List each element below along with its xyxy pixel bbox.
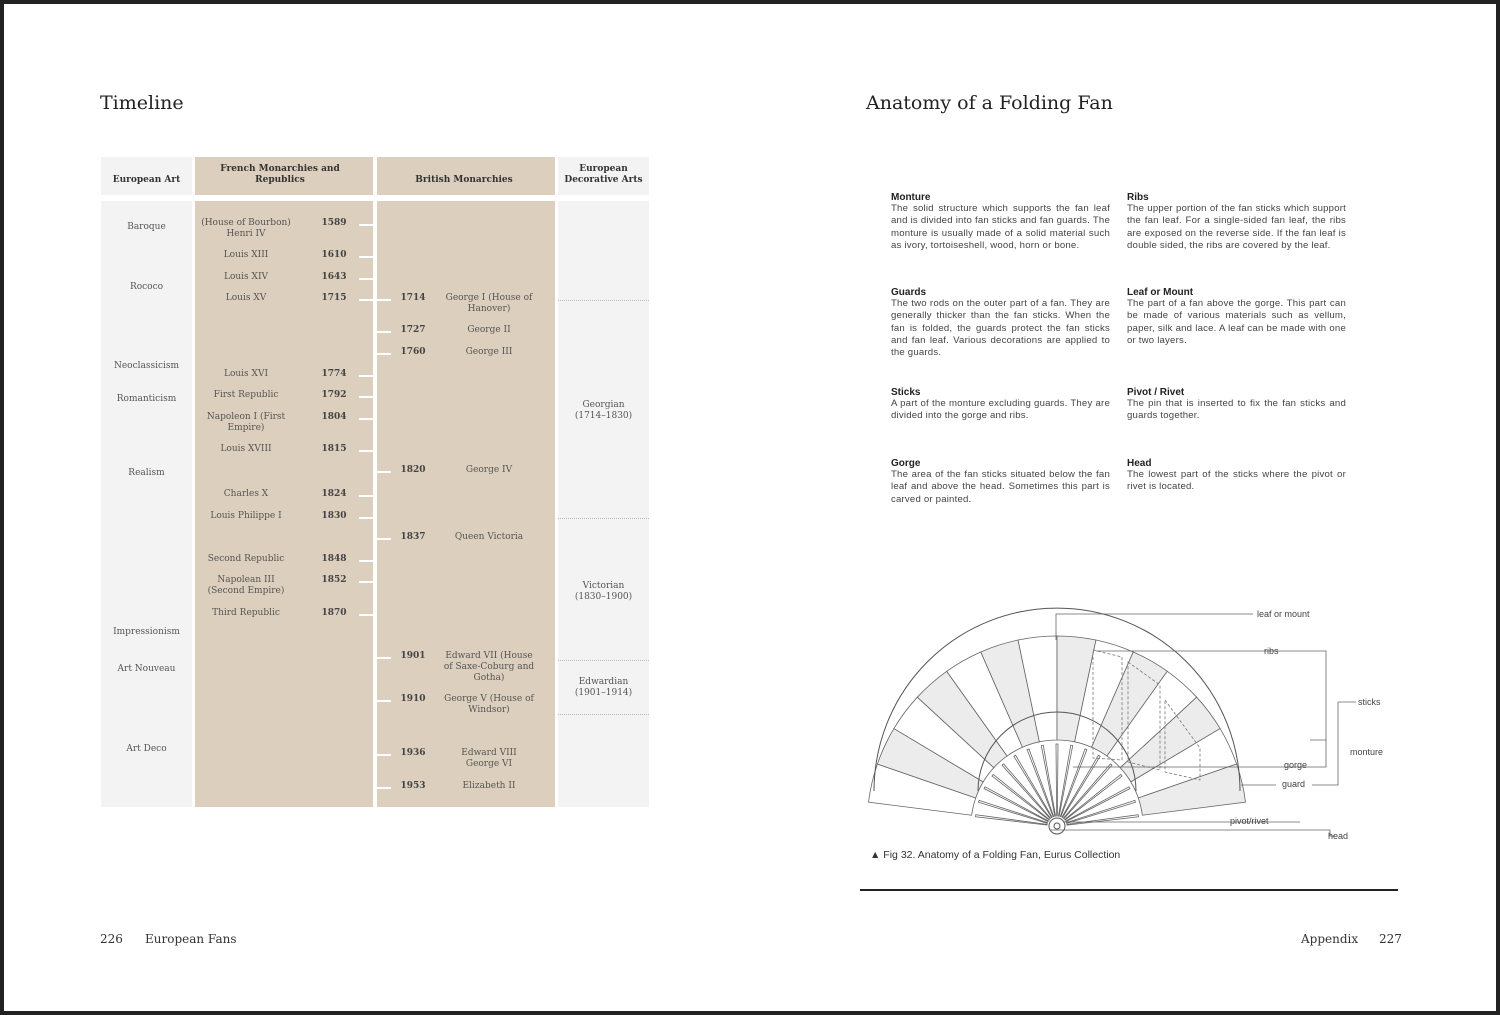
tick — [359, 375, 373, 377]
tick — [377, 700, 391, 702]
era-edwardian — [558, 677, 649, 699]
era-range: (1714–1830) — [574, 411, 633, 421]
fr-name: Third Republic — [212, 608, 280, 618]
term-heading: Head — [1127, 458, 1152, 469]
br-year: 1820 — [400, 465, 426, 475]
term-sticks — [891, 387, 1110, 423]
term-guards — [891, 287, 1110, 359]
tick — [359, 396, 373, 398]
fr-year: 1852 — [321, 575, 347, 585]
tick — [377, 299, 391, 301]
era-name: Edwardian — [578, 677, 629, 687]
ea-item: Realism — [128, 468, 165, 478]
era-divider — [558, 714, 649, 715]
fr-year: 1830 — [321, 511, 347, 521]
fr-year: 1848 — [321, 554, 347, 564]
br-year: 1910 — [400, 694, 426, 704]
footer-page-number-left: 226 — [100, 932, 123, 946]
col-european-art — [101, 157, 192, 807]
figure-caption: ▲ Fig 32. Anatomy of a Folding Fan, Eurus Collection — [870, 849, 1121, 861]
fr-year: 1824 — [321, 489, 347, 499]
br-name: George II — [467, 325, 511, 335]
fr-name: Louis XIII — [223, 250, 269, 260]
era-range: (1830–1900) — [574, 592, 633, 602]
tick — [359, 224, 373, 226]
br-name: Queen Victoria — [454, 532, 524, 542]
fr-year: 1715 — [321, 293, 347, 303]
tick — [377, 787, 391, 789]
fr-name: Second Republic — [207, 554, 285, 564]
fr-year: 1870 — [321, 608, 347, 618]
fr-name: (House of Bourbon) Henri IV — [201, 218, 291, 239]
term-heading: Guards — [891, 287, 927, 298]
header-french: French Monarchies and Republics — [220, 164, 340, 185]
term-description: The part of a fan above the gorge. This part can be made of various materials such as vellum, paper, silk and lace. A leaf can be made with one or two layers. — [1127, 298, 1346, 346]
label-pivot: pivot/rivet — [1230, 816, 1269, 826]
header-european-art: European Art — [112, 175, 181, 185]
era-divider — [558, 518, 649, 519]
tick — [359, 517, 373, 519]
fan-gorge-stick — [1056, 744, 1058, 816]
br-year: 1837 — [400, 532, 426, 542]
tick — [359, 614, 373, 616]
fr-year: 1774 — [321, 369, 347, 379]
term-heading: Monture — [891, 192, 931, 203]
br-year: 1727 — [400, 325, 426, 335]
ea-item: Impressionism — [113, 627, 180, 637]
br-name: George III — [465, 347, 513, 357]
br-year: 1714 — [400, 293, 426, 303]
footer-page-number-right: 227 — [1379, 932, 1402, 946]
term-pivot — [1127, 387, 1346, 423]
bracket-monture — [1312, 702, 1338, 785]
tick — [377, 331, 391, 333]
timeline-axis — [373, 201, 377, 807]
fr-name: Charles X — [223, 489, 269, 499]
tick — [359, 299, 373, 301]
fr-year: 1804 — [321, 412, 347, 422]
tick — [377, 754, 391, 756]
fr-name: Louis XVIII — [220, 444, 272, 454]
fr-year: 1792 — [321, 390, 347, 400]
fr-name: Napolean III (Second Empire) — [207, 575, 285, 596]
label-gorge: gorge — [1284, 760, 1308, 770]
bottom-rule — [860, 889, 1398, 891]
br-year: 1936 — [400, 748, 426, 758]
br-name: Edward VII (House of Saxe-Coburg and Gotha) — [443, 651, 535, 683]
label-monture: monture — [1350, 747, 1384, 757]
term-description: The two rods on the outer part of a fan. They are generally thicker than the fan sticks. When the fan is folded, the guards protect the fan sticks and fan leaf. Various decorations are applied to the guards. — [891, 298, 1110, 359]
anatomy-title: Anatomy of a Folding Fan — [866, 92, 1113, 114]
term-description: The area of the fan sticks situated below the fan leaf and above the head. Sometimes this part is carved or painted. — [891, 469, 1110, 505]
ea-item: Rococo — [129, 282, 164, 292]
br-year: 1901 — [400, 651, 426, 661]
pivot-rivet — [1054, 823, 1060, 829]
tick — [359, 256, 373, 258]
era-georgian — [558, 400, 649, 422]
term-monture — [891, 192, 1110, 252]
tick — [377, 353, 391, 355]
br-name: George IV — [465, 465, 513, 475]
term-heading: Pivot / Rivet — [1127, 387, 1185, 398]
fr-name: Napoleon I (First Empire) — [206, 412, 286, 433]
leader-head — [1050, 830, 1335, 836]
br-name: George V (House of Windsor) — [444, 694, 534, 715]
tick — [359, 581, 373, 583]
era-range: (1901–1914) — [574, 688, 633, 698]
tick — [377, 657, 391, 659]
ea-item: Romanticism — [116, 394, 177, 404]
era-divider — [558, 660, 649, 661]
term-heading: Gorge — [891, 458, 921, 469]
tick — [359, 418, 373, 420]
fr-name: Louis XV — [225, 293, 267, 303]
br-name: George I (House of Hanover) — [445, 293, 533, 314]
era-name: Georgian — [582, 400, 625, 410]
term-description: The lowest part of the sticks where the pivot or rivet is located. — [1127, 469, 1346, 493]
term-ribs — [1127, 192, 1346, 252]
br-year: 1953 — [400, 781, 426, 791]
term-heading: Leaf or Mount — [1127, 287, 1194, 298]
term-description: The upper portion of the fan sticks which support the fan leaf. For a single-sided fan leaf, the ribs are exposed on the reverse side. If the fan leaf is double sided, the ribs are covered by the leaf. — [1127, 203, 1346, 251]
era-name: Victorian — [582, 581, 625, 591]
term-heading: Ribs — [1127, 192, 1149, 203]
ea-item: Neoclassicism — [113, 361, 180, 371]
term-heading: Sticks — [891, 387, 921, 398]
fan-diagram — [860, 600, 1400, 845]
fr-year: 1815 — [321, 444, 347, 454]
header-decorative: European Decorative Arts — [564, 164, 643, 185]
term-description: The solid structure which supports the fan leaf and is divided into fan sticks and fan guards. The monture is usually made of a solid material such as ivory, tortoiseshell, wood, horn or bone. — [891, 203, 1110, 251]
tick — [359, 495, 373, 497]
label-sticks: sticks — [1358, 697, 1381, 707]
fr-name: Louis Philippe I — [210, 511, 282, 521]
era-victorian — [558, 581, 649, 603]
tick — [359, 450, 373, 452]
ea-item: Art Deco — [126, 744, 167, 754]
fr-name: Louis XVI — [223, 369, 268, 379]
br-year: 1760 — [400, 347, 426, 357]
timeline-title: Timeline — [100, 92, 184, 114]
fr-year: 1643 — [321, 272, 347, 282]
tick — [377, 471, 391, 473]
br-name: Elizabeth II — [462, 781, 516, 791]
term-leaf — [1127, 287, 1346, 347]
label-guard: guard — [1282, 779, 1306, 789]
label-leaf: leaf or mount — [1257, 609, 1310, 619]
tick — [359, 278, 373, 280]
label-head: head — [1328, 831, 1349, 841]
fr-name: Louis XIV — [223, 272, 268, 282]
era-divider — [558, 300, 649, 301]
label-ribs: ribs — [1264, 646, 1279, 656]
footer-title-left: European Fans — [145, 932, 237, 946]
fr-name: First Republic — [213, 390, 279, 400]
tick — [359, 560, 373, 562]
term-description: The pin that is inserted to fix the fan sticks and guards together. — [1127, 398, 1346, 422]
col-decorative — [558, 157, 649, 807]
fr-year: 1589 — [321, 218, 347, 228]
tick — [377, 538, 391, 540]
term-head — [1127, 458, 1346, 494]
term-description: A part of the monture excluding guards. They are divided into the gorge and ribs. — [891, 398, 1110, 422]
fr-year: 1610 — [321, 250, 347, 260]
footer-title-right: Appendix — [1301, 932, 1359, 946]
br-name: Edward VIII George VI — [461, 748, 517, 769]
header-british: British Monarchies — [415, 175, 513, 185]
ea-item: Art Nouveau — [117, 664, 176, 674]
ea-item: Baroque — [127, 222, 166, 232]
term-gorge — [891, 458, 1110, 506]
